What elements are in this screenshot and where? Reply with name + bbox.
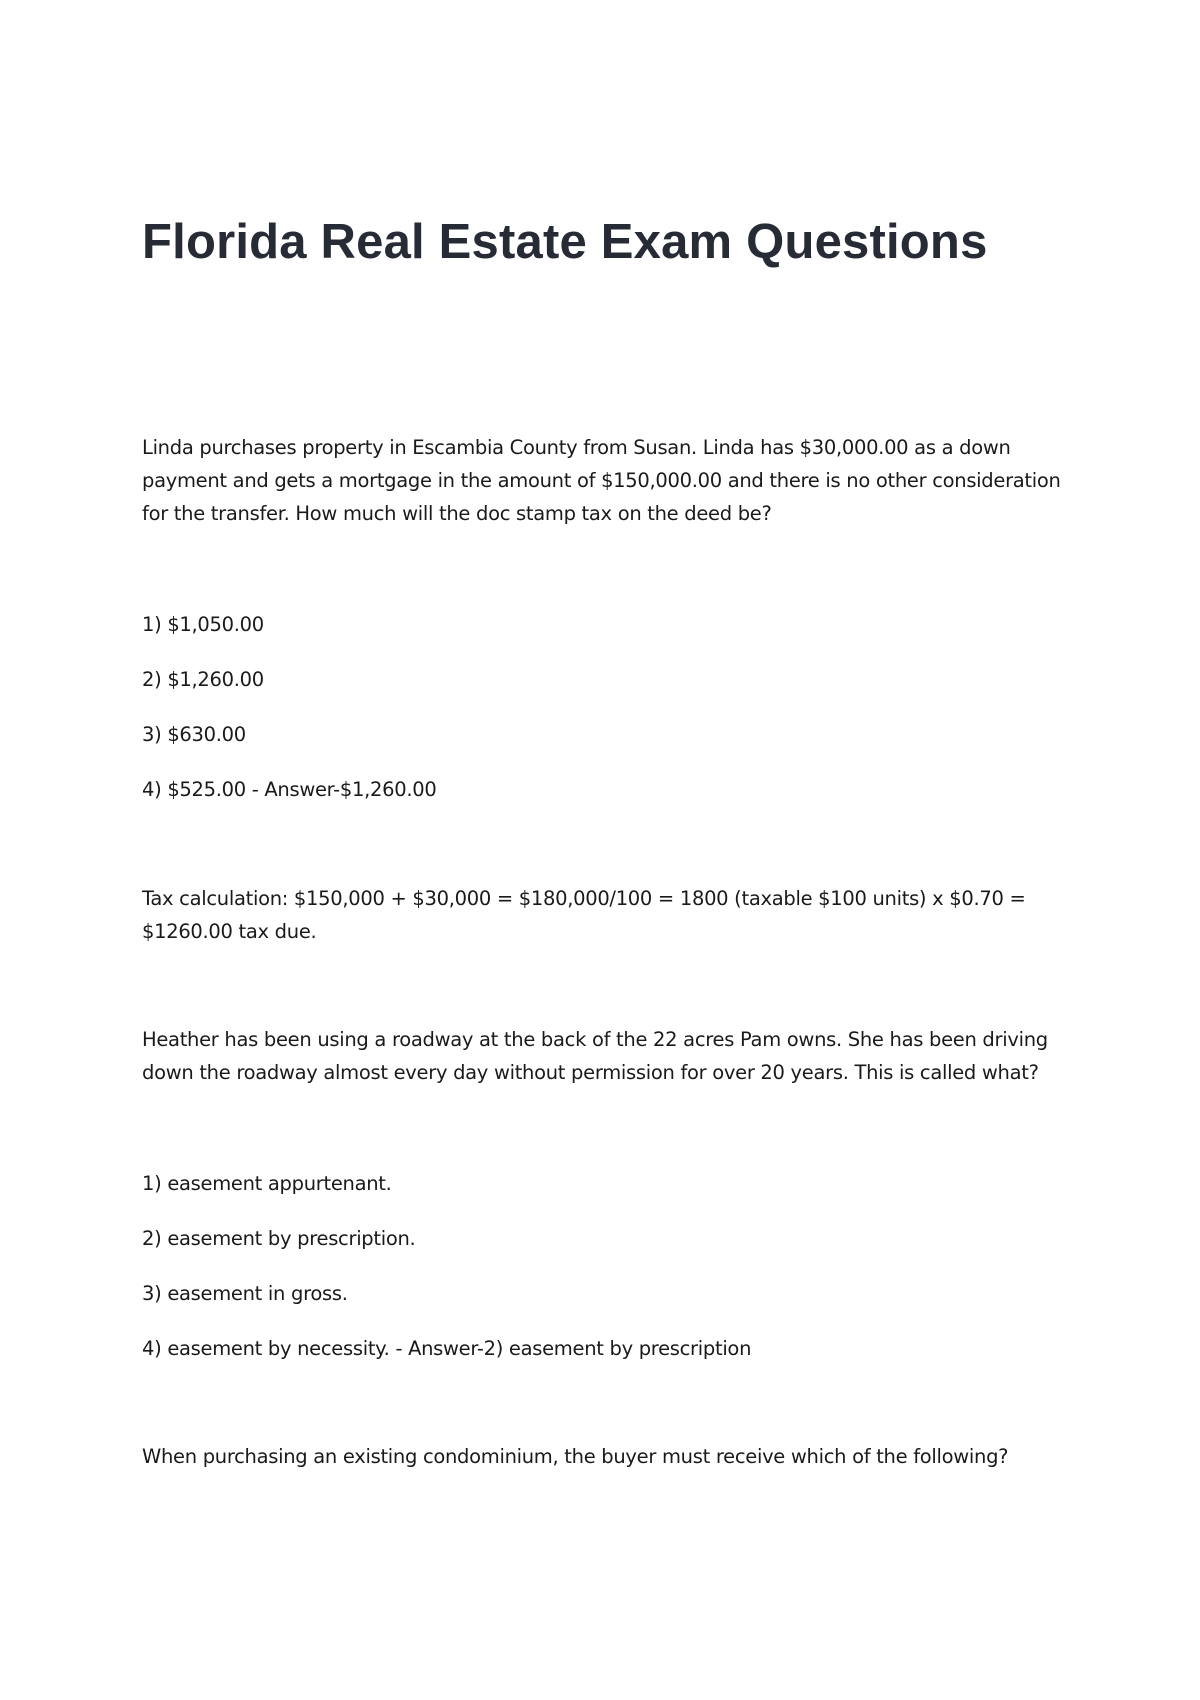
question-1-option-3: 3) $630.00 — [142, 723, 246, 746]
question-1-option-2: 2) $1,260.00 — [142, 668, 264, 691]
question-1-explanation: Tax calculation: $150,000 + $30,000 = $180,000/100 = 1800 (taxable $100 units) x $0.70 = $1260.00 tax due. — [142, 887, 1026, 943]
question-2-option-4-answer: 4) easement by necessity. - Answer-2) easement by prescription — [142, 1337, 752, 1360]
question-3-text: When purchasing an existing condominium, the buyer must receive which of the following? — [142, 1445, 1009, 1468]
question-2-option-1: 1) easement appurtenant. — [142, 1172, 392, 1195]
question-1-option-4-answer: 4) $525.00 - Answer-$1,260.00 — [142, 778, 437, 801]
question-2-text: Heather has been using a roadway at the back of the 22 acres Pam owns. She has been driving down the roadway almost every day without permission for over 20 years. This is called what? — [142, 1028, 1048, 1084]
question-2-option-2: 2) easement by prescription. — [142, 1227, 416, 1250]
page-title: Florida Real Estate Exam Questions — [142, 215, 988, 269]
question-1-option-1: 1) $1,050.00 — [142, 613, 264, 636]
question-2-option-3: 3) easement in gross. — [142, 1282, 348, 1305]
question-1-text: Linda purchases property in Escambia County from Susan. Linda has $30,000.00 as a down payment and gets a mortgage in the amount of $150,000.00 and there is no other consideration for the transfer. How much will the doc stamp tax on the deed be? — [142, 436, 1061, 525]
